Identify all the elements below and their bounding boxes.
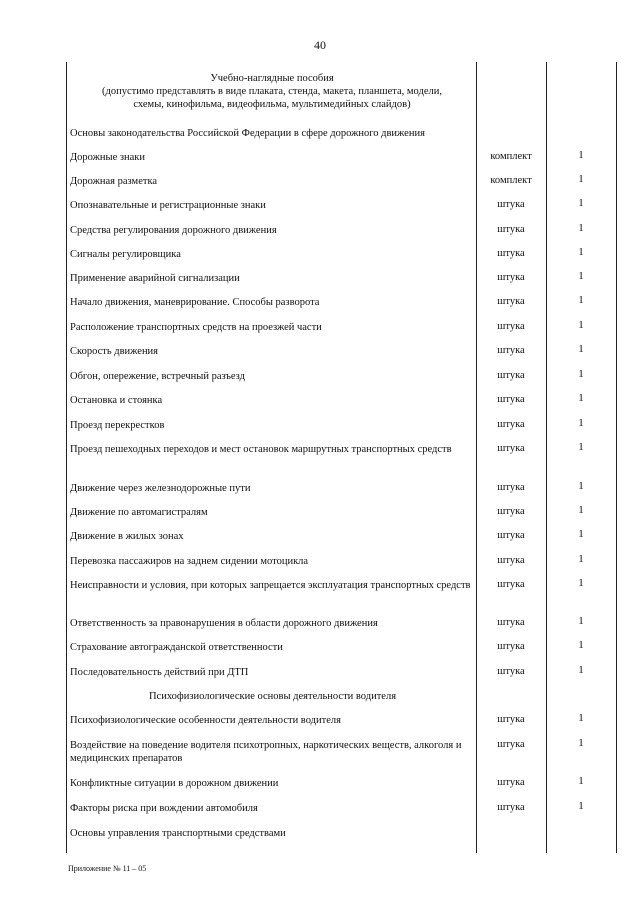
row-unit: штука [497,224,525,235]
row-quantity: 1 [578,441,584,453]
page-number: 40 [314,38,326,52]
row-quantity: 1 [578,246,584,258]
row-label: Воздействие на поведение водителя психотропных, наркотических веществ, алкоголя и медицинских препаратов [70,740,462,764]
row-quantity: 1 [578,319,584,331]
section-heading-note-line2: схемы, кинофильма, видеофильма, мультимедийных слайдов) [133,99,411,110]
row-label: Психофизиологические основы деятельности водителя [148,691,397,702]
row-label: Применение аварийной сигнализации [70,273,240,284]
row-label: Проезд перекрестков [70,420,165,431]
row-unit: штука [497,199,525,210]
row-quantity: 1 [578,173,584,185]
row-label: Скорость движения [70,346,159,357]
row-unit: штука [497,579,525,590]
row-label: Факторы риска при вождении автомобиля [70,803,258,814]
row-label: Психофизиологические особенности деятельности водителя [70,715,341,726]
row-quantity: 1 [578,528,584,540]
row-label: Обгон, опережение, встречный разъезд [70,371,245,382]
row-quantity: 1 [578,553,584,565]
row-label: Средства регулирования дорожного движения [70,225,277,236]
row-quantity: 1 [578,800,584,812]
row-unit: штука [497,394,525,405]
row-quantity: 1 [578,577,584,589]
row-label: Дорожные знаки [70,152,146,163]
table-border-right [616,62,617,853]
row-quantity: 1 [578,639,584,651]
row-unit: штука [497,370,525,381]
row-unit: штука [497,272,525,283]
row-label: Страхование автогражданской ответственности [70,642,283,653]
row-quantity: 1 [578,615,584,627]
row-label: Неисправности и условия, при которых запрещается эксплуатация транспортных средств [70,580,471,591]
row-label: Движение в жилых зонах [70,531,184,542]
row-unit: штука [497,443,525,454]
row-label: Проезд пешеходных переходов и мест остановок маршрутных транспортных средств [70,444,452,455]
row-label: Последовательность действий при ДТП [70,667,249,678]
row-unit: штука [497,777,525,788]
row-quantity: 1 [578,294,584,306]
row-label: Ответственность за правонарушения в области дорожного движения [70,618,378,629]
row-label: Конфликтные ситуации в дорожном движении [70,778,279,789]
row-quantity: 1 [578,775,584,787]
row-unit: штука [497,345,525,356]
section-heading-title: Учебно-наглядные пособия [210,73,334,84]
row-quantity: 1 [578,222,584,234]
row-quantity: 1 [578,480,584,492]
row-label: Дорожная разметка [70,176,158,187]
row-unit: штука [497,802,525,813]
row-unit: штука [497,666,525,677]
row-quantity: 1 [578,504,584,516]
row-unit: штука [497,296,525,307]
row-unit: штука [497,739,525,750]
row-quantity: 1 [578,368,584,380]
row-label: Расположение транспортных средств на проезжей части [70,322,322,333]
row-unit: штука [497,555,525,566]
row-label: Движение по автомагистралям [70,507,208,518]
row-quantity: 1 [578,712,584,724]
row-label: Перевозка пассажиров на заднем сидении мотоцикла [70,556,309,567]
row-unit: штука [497,321,525,332]
row-quantity: 1 [578,737,584,749]
row-quantity: 1 [578,417,584,429]
row-label: Движение через железнодорожные пути [70,483,251,494]
row-unit: штука [497,248,525,259]
row-unit: штука [497,506,525,517]
row-quantity: 1 [578,343,584,355]
row-unit: штука [497,482,525,493]
row-label: Начало движения, маневрирование. Способы разворота [70,297,320,308]
row-unit: комплект [490,175,532,186]
row-label: Сигналы регулировщика [70,249,181,260]
row-unit: штука [497,617,525,628]
row-unit: штука [497,419,525,430]
row-quantity: 1 [578,197,584,209]
row-quantity: 1 [578,664,584,676]
section-heading-note-line1: (допустимо представлять в виде плаката, стенда, макета, планшета, модели, [101,86,442,97]
table-border-left [66,62,67,853]
section-heading [68,72,476,111]
row-label: Основы управления транспортными средствами [70,828,286,839]
row-label: Основы законодательства Российской Федерации в сфере дорожного движения [70,128,425,139]
row-unit: штука [497,714,525,725]
row-label: Опознавательные и регистрационные знаки [70,200,266,211]
row-quantity: 1 [578,149,584,161]
row-unit: комплект [490,151,532,162]
row-unit: штука [497,530,525,541]
row-quantity: 1 [578,392,584,404]
footer-note: Приложение № 11 – 05 [68,864,147,873]
row-unit: штука [497,641,525,652]
row-label: Остановка и стоянка [70,395,163,406]
row-quantity: 1 [578,270,584,282]
